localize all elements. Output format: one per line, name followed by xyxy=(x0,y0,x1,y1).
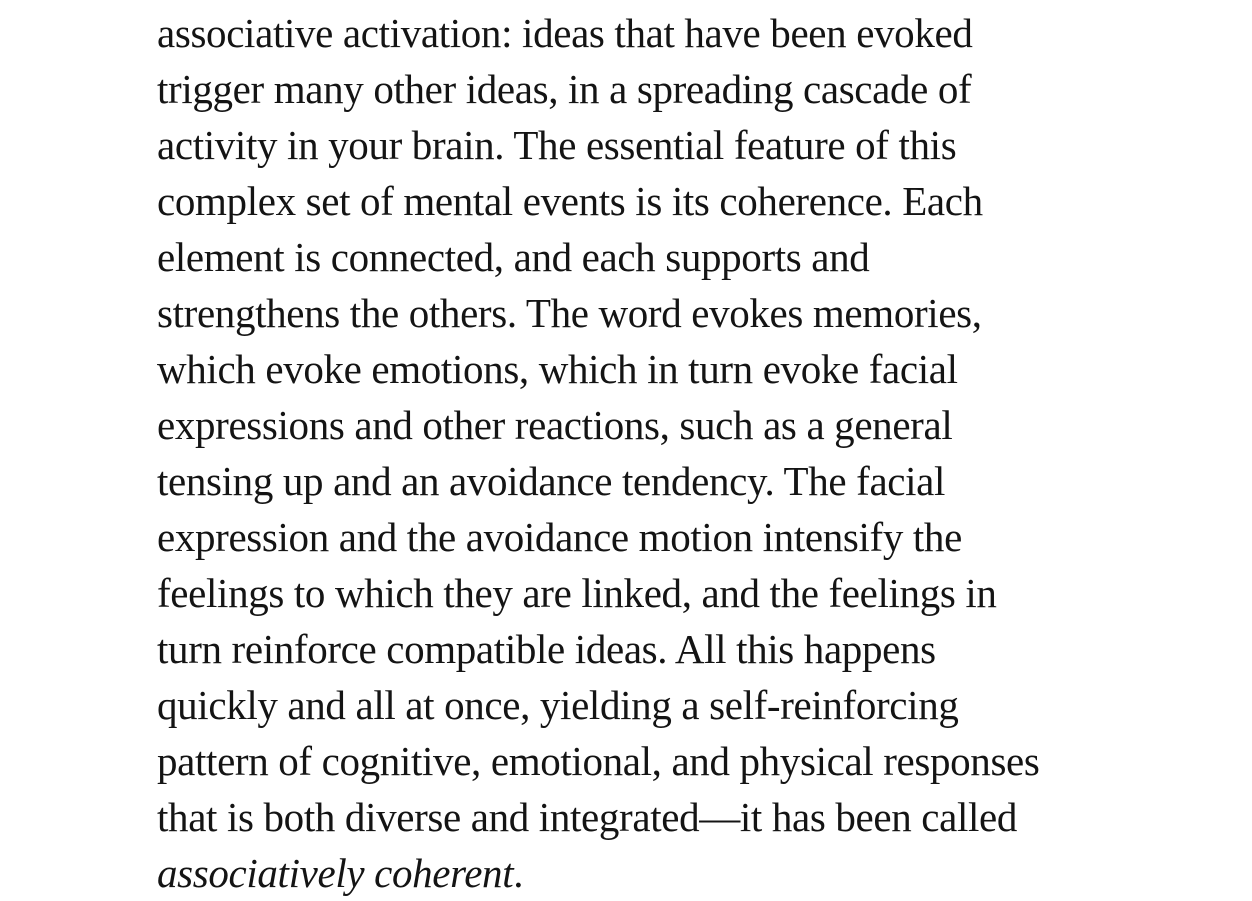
text-line-1: associative activation: ideas that have been evoked xyxy=(157,10,973,56)
italic-term: associatively coherent xyxy=(157,850,514,896)
text-line-3: activity in your brain. The essential feature of this xyxy=(157,122,957,168)
text-line-4: complex set of mental events is its coherence. Each xyxy=(157,178,983,224)
text-line-14: pattern of cognitive, emotional, and physical responses xyxy=(157,738,1040,784)
text-line-12: turn reinforce compatible ideas. All this happens xyxy=(157,626,936,672)
text-line-2: trigger many other ideas, in a spreading cascade of xyxy=(157,66,972,112)
text-line-8: expressions and other reactions, such as a general xyxy=(157,402,953,448)
text-line-11: feelings to which they are linked, and the feelings in xyxy=(157,570,997,616)
text-line-9: tensing up and an avoidance tendency. The facial xyxy=(157,458,946,504)
text-line-10: expression and the avoidance motion intensify the xyxy=(157,514,962,560)
book-passage xyxy=(157,5,1157,901)
text-line-16 xyxy=(157,845,1157,901)
closing-period: . xyxy=(513,850,524,896)
text-line-5: element is connected, and each supports and xyxy=(157,234,870,280)
text-line-7: which evoke emotions, which in turn evoke facial xyxy=(157,346,958,392)
text-line-15: that is both diverse and integrated—it has been called xyxy=(157,794,1018,840)
text-line-13: quickly and all at once, yielding a self-reinforcing xyxy=(157,682,959,728)
text-line-6: strengthens the others. The word evokes memories, xyxy=(157,290,982,336)
